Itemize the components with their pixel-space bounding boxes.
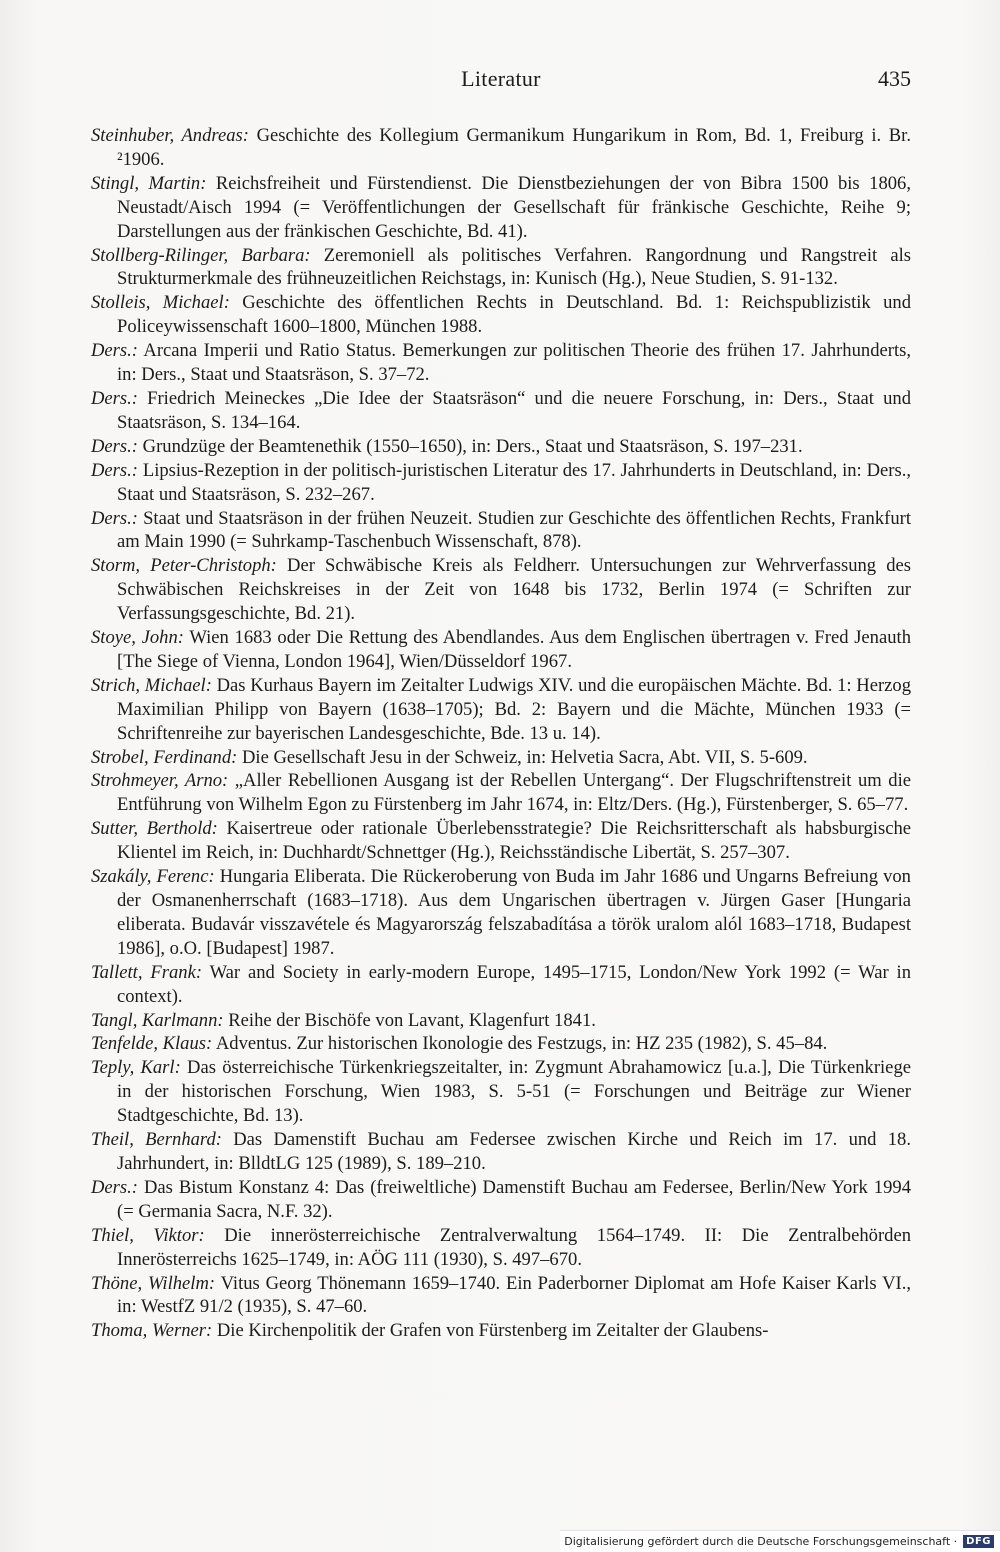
bibliography-entry	[91, 1176, 911, 1224]
bibliography-entry	[91, 124, 911, 172]
entry-author: Thöne, Wilhelm:	[91, 1272, 216, 1294]
bibliography-entry	[91, 865, 911, 961]
bibliography-entry	[91, 244, 911, 292]
entry-author: Ders.:	[91, 507, 138, 529]
entry-text: Arcana Imperii und Ratio Status. Bemerkungen zur politischen Theorie des frühen 17. Jahrhunderts, in: Ders., Staat und Staatsräson, S. 37–72.	[117, 340, 911, 386]
entry-author: Teply, Karl:	[91, 1057, 181, 1079]
entry-author: Szakály, Ferenc:	[91, 866, 215, 888]
bibliography-entry	[91, 626, 911, 674]
bibliography-entry	[91, 1272, 911, 1320]
bibliography-entry	[91, 339, 911, 387]
entry-author: Ders.:	[91, 459, 138, 481]
bibliography-entry	[91, 746, 911, 770]
entry-text: Hungaria Eliberata. Die Rückeroberung von Buda im Jahr 1686 und Ungarns Befreiung von der Osmanenherrschaft (1683–1718). Aus dem Ungarischen übertragen v. Jürgen Gaser [Hungaria eliberata. Budavár visszavétele és Magyarország felszabadítása a török uralom alól 1683–1718, Budapest 1986], o.O. [Budapest] 1987.	[117, 866, 911, 959]
entry-author: Stollberg-Rilinger, Barbara:	[91, 244, 311, 266]
entry-text: Die innerösterreichische Zentralverwaltung 1564–1749. II: Die Zentralbehörden Innerösterreichs 1625–1749, in: AÖG 111 (1930), S. 497–670.	[117, 1224, 911, 1270]
entry-author: Steinhuber, Andreas:	[91, 125, 249, 146]
entry-text: Die Kirchenpolitik der Grafen von Fürstenberg im Zeitalter der Glaubens-	[212, 1320, 769, 1342]
entry-text: Vitus Georg Thönemann 1659–1740. Ein Paderborner Diplomat am Hofe Kaiser Karls VI., in: WestfZ 91/2 (1935), S. 47–60.	[117, 1272, 911, 1318]
entry-text: Geschichte des öffentlichen Rechts in Deutschland. Bd. 1: Reichspublizistik und Policeywissenschaft 1600–1800, München 1988.	[117, 292, 911, 338]
bibliography-entry	[91, 1224, 911, 1272]
entry-author: Strobel, Ferdinand:	[91, 746, 238, 768]
entry-text: Das Kurhaus Bayern im Zeitalter Ludwigs XIV. und die europäischen Mächte. Bd. 1: Herzog Maximilian Philipp von Bayern (1638–1705); Bd. 2: Bayern und die Mächte, München 1933 (= Schriftenreihe zur bayerischen Landesgeschichte, Bde. 13 u. 14).	[117, 674, 911, 744]
bibliography-entry	[91, 769, 911, 817]
entry-author: Ders.:	[91, 340, 138, 362]
entry-text: War and Society in early-modern Europe, 1495–1715, London/New York 1992 (= War in context).	[117, 961, 911, 1007]
bibliography-entry	[91, 507, 911, 555]
bibliography-entry	[91, 1056, 911, 1128]
entry-text: Reihe der Bischöfe von Lavant, Klagenfurt 1841.	[223, 1009, 596, 1031]
entry-author: Ders.:	[91, 1176, 138, 1198]
bibliography-entry	[91, 387, 911, 435]
entry-author: Thoma, Werner:	[91, 1320, 213, 1342]
entry-author: Tenfelde, Klaus:	[91, 1033, 213, 1055]
entry-text: „Aller Rebellionen Ausgang ist der Rebellen Untergang“. Der Flugschriftenstreit um die Entführung von Wilhelm Egon zu Fürstenberg im Jahr 1674, in: Eltz/Ders. (Hg.), Fürstenberger, S. 65–77.	[117, 770, 911, 816]
entry-text: Zeremoniell als politisches Verfahren. Rangordnung und Rangstreit als Strukturmerkmale des frühneuzeitlichen Reichstags, in: Kunisch (Hg.), Neue Studien, S. 91-132.	[117, 244, 911, 290]
entry-text: Der Schwäbische Kreis als Feldherr. Untersuchungen zur Wehrverfassung des Schwäbischen Reichskreises in der Zeit von 1648 bis 1732, Berlin 1974 (= Schriften zur Verfassungsgeschichte, Bd. 21).	[117, 555, 911, 625]
bibliography-entry	[91, 1009, 911, 1033]
bibliography-entry	[91, 817, 911, 865]
running-header	[91, 62, 911, 102]
entry-text: Geschichte des Kollegium Germanikum Hungarikum in Rom, Bd. 1, Freiburg i. Br. ²1906.	[117, 125, 911, 170]
entry-author: Theil, Bernhard:	[91, 1129, 222, 1151]
bibliography-entry	[91, 554, 911, 626]
bibliography-entry	[91, 172, 911, 244]
entry-text: Das Damenstift Buchau am Federsee zwischen Kirche und Reich im 17. und 18. Jahrhundert, in: BlldtLG 125 (1989), S. 189–210.	[117, 1129, 912, 1174]
footer-text: Digitalisierung gefördert durch die Deutsche Forschungsgemeinschaft ·	[564, 1535, 958, 1548]
entry-text: Staat und Staatsräson in der frühen Neuzeit. Studien zur Geschichte des öffentlichen Rechts, Frankfurt am Main 1990 (= Suhrkamp-Taschenbuch Wissenschaft, 878).	[117, 507, 911, 553]
entry-text: Wien 1683 oder Die Rettung des Abendlandes. Aus dem Englischen übertragen v. Fred Jenauth [The Siege of Vienna, London 1964], Wien/Düsseldorf 1967.	[117, 627, 911, 672]
page-number: 435	[878, 66, 911, 91]
bibliography-entry	[91, 961, 911, 1009]
bibliography-entry	[91, 674, 911, 746]
entry-author: Tallett, Frank:	[91, 961, 203, 983]
entry-author: Tangl, Karlmann:	[91, 1009, 224, 1031]
entry-author: Thiel, Viktor:	[91, 1224, 205, 1246]
entry-text: Lipsius-Rezeption in der politisch-juristischen Literatur des 17. Jahrhunderts in Deutschland, in: Ders., Staat und Staatsräson, S. 232–267.	[117, 459, 911, 505]
entry-author: Strich, Michael:	[91, 674, 212, 696]
running-title: Literatur	[461, 66, 541, 91]
entry-text: Das Bistum Konstanz 4: Das (freiweltliche) Damenstift Buchau am Federsee, Berlin/New York 1994 (= Germania Sacra, N.F. 32).	[117, 1176, 911, 1222]
entry-text: Die Gesellschaft Jesu in der Schweiz, in: Helvetia Sacra, Abt. VII, S. 5-609.	[237, 746, 808, 768]
entry-text: Friedrich Meineckes „Die Idee der Staatsräson“ und die neuere Forschung, in: Ders., Staat und Staatsräson, S. 134–164.	[117, 387, 911, 433]
bibliography-entry	[91, 435, 911, 459]
entry-author: Strohmeyer, Arno:	[91, 770, 229, 792]
entry-text: Reichsfreiheit und Fürstendienst. Die Dienstbeziehungen der von Bibra 1500 bis 1806, Neustadt/Aisch 1994 (= Veröffentlichungen der Gesellschaft für fränkische Geschichte, Reihe 9; Darstellungen aus der fränkischen Geschichte, Bd. 41).	[117, 172, 912, 242]
bibliography-entry	[91, 459, 911, 507]
bibliography-entry	[91, 1032, 911, 1056]
entry-author: Stingl, Martin:	[91, 172, 207, 194]
entry-text: Das österreichische Türkenkriegszeitalter, in: Zygmunt Abrahamowicz [u.a.], Die Türkenkriege in der historischen Forschung, Wien 1983, S. 5-51 (= Forschungen und Beiträge zur Wiener Stadtgeschichte, Bd. 13).	[117, 1057, 911, 1127]
entry-author: Ders.:	[91, 387, 138, 409]
bibliography-list	[91, 124, 911, 1343]
digitization-footer	[560, 1530, 1000, 1552]
entry-text: Kaisertreue oder rationale Überlebensstrategie? Die Reichsritterschaft als habsburgische Klientel im Reich, in: Duchhardt/Schnettger (Hg.), Reichsständische Libertät, S. 257–307.	[117, 818, 912, 864]
entry-author: Stoye, John:	[91, 627, 184, 649]
dfg-logo: DFG	[963, 1535, 994, 1548]
entry-author: Ders.:	[91, 435, 138, 457]
entry-text: Grundzüge der Beamtenethik (1550–1650), in: Ders., Staat und Staatsräson, S. 197–231.	[138, 435, 803, 457]
bibliography-entry	[91, 1128, 911, 1176]
bibliography-entry	[91, 291, 911, 339]
bibliography-entry	[91, 1319, 911, 1343]
entry-text: Adventus. Zur historischen Ikonologie des Festzugs, in: HZ 235 (1982), S. 45–84.	[212, 1033, 828, 1055]
entry-author: Storm, Peter-Christoph:	[91, 555, 277, 577]
entry-author: Stolleis, Michael:	[91, 292, 230, 314]
entry-author: Sutter, Berthold:	[91, 818, 218, 840]
